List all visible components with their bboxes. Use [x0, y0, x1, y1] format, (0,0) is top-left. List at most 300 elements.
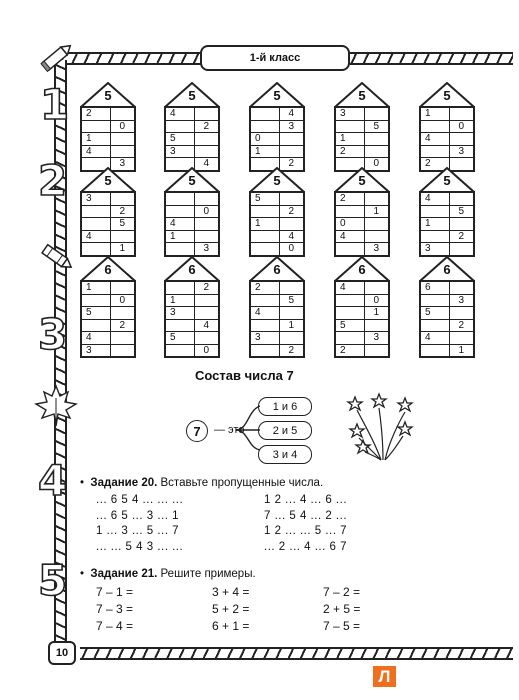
house-cell-right[interactable] [449, 332, 474, 344]
house-cell-left[interactable]: 3 [86, 344, 92, 356]
house-cell-left[interactable] [421, 121, 449, 133]
house-roof-number: 5 [358, 173, 366, 188]
house-row [82, 282, 134, 294]
house-cell-left[interactable] [421, 146, 449, 158]
house-cell-right[interactable] [279, 307, 304, 319]
task21-heading [80, 568, 256, 580]
house-row [251, 344, 303, 357]
house-cell-left[interactable] [421, 295, 449, 307]
house-row [82, 319, 134, 332]
house-rows [334, 191, 390, 257]
house-cell-left[interactable] [251, 206, 279, 218]
house-cell-right[interactable]: 2 [110, 320, 135, 332]
house-cell-left[interactable]: 5 [425, 307, 431, 318]
house-cell-right[interactable]: 0 [449, 121, 474, 133]
house-cell-left[interactable]: 3 [170, 307, 176, 318]
house-cell-right[interactable]: 4 [279, 231, 304, 243]
house-cell-right[interactable] [194, 218, 219, 230]
house-rows [164, 280, 220, 358]
house-row [82, 120, 134, 133]
house-cell-right[interactable] [364, 218, 389, 230]
house-cell-left[interactable] [82, 243, 110, 255]
pair-2: 2 и 5 [258, 421, 312, 440]
house-cell-left[interactable]: 4 [425, 193, 431, 204]
house-cell-right[interactable] [364, 193, 389, 205]
maple-leaf-icon [34, 384, 78, 428]
house-cell-right[interactable] [194, 193, 219, 205]
house-cell-left[interactable] [166, 206, 194, 218]
house-row [421, 205, 473, 218]
task21-expr: 7 – 3 = [96, 602, 134, 616]
number-house [334, 256, 390, 356]
house-cell-left[interactable]: 1 [255, 145, 261, 157]
house-row [336, 193, 388, 205]
number-circle: 7 [186, 420, 208, 442]
house-cell-right[interactable]: 4 [194, 320, 219, 332]
house-rows [249, 106, 305, 172]
house-row [421, 319, 473, 332]
house-cell-left[interactable] [82, 320, 110, 332]
house-cell-right[interactable] [279, 282, 304, 294]
task21-expr: 5 + 2 = [212, 602, 250, 616]
house-cell-right[interactable]: 0 [110, 121, 135, 133]
house-cell-left[interactable] [336, 332, 364, 344]
house-row [166, 108, 218, 120]
house-row [82, 193, 134, 205]
task21-expr: 6 + 1 = [212, 619, 250, 633]
margin-digit-2: 2 [38, 156, 68, 205]
house-row [82, 205, 134, 218]
house-cell-right[interactable]: 3 [364, 332, 389, 344]
house-cell-right[interactable]: 0 [194, 345, 219, 357]
house-roof-number: 6 [273, 262, 281, 277]
house-cell-right[interactable] [110, 332, 135, 344]
house-rows [80, 106, 136, 172]
house-row [421, 145, 473, 158]
house-cell-left[interactable]: 1 [255, 218, 261, 229]
house-cell-left[interactable]: 4 [86, 145, 92, 157]
house-roof-number: 5 [188, 88, 196, 103]
house-row [336, 145, 388, 158]
house-cell-right[interactable]: 4 [194, 158, 219, 170]
house-cell-right[interactable] [110, 133, 135, 145]
house-cell-left[interactable]: 2 [340, 193, 346, 204]
house-rows [334, 280, 390, 358]
house-cell-right[interactable] [194, 332, 219, 344]
house-cell-right[interactable] [364, 146, 389, 158]
task21-expr: 2 + 5 = [323, 602, 361, 616]
task20-label: Задание 20. [90, 477, 158, 489]
house-row [251, 217, 303, 230]
house-roof-number: 6 [188, 262, 196, 277]
house-cell-right[interactable] [279, 146, 304, 158]
house-cell-right[interactable] [194, 231, 219, 243]
house-cell-left[interactable]: 4 [425, 133, 431, 144]
house-row [336, 294, 388, 307]
house-cell-right[interactable] [449, 108, 474, 120]
house-cell-right[interactable]: 3 [194, 243, 219, 255]
house-cell-left[interactable] [166, 193, 194, 205]
house-cell-left[interactable]: 1 [86, 133, 92, 144]
house-cell-left[interactable]: 3 [86, 193, 92, 204]
house-cell-left[interactable] [166, 345, 194, 357]
house-cell-left[interactable]: 1 [170, 294, 176, 306]
house-cell-left[interactable] [251, 108, 279, 120]
house-cell-right[interactable] [449, 193, 474, 205]
page-number: 10 [48, 641, 76, 665]
house-cell-right[interactable] [110, 231, 135, 243]
house-cell-right[interactable]: 2 [194, 282, 219, 294]
house-cell-left[interactable]: 3 [425, 243, 431, 254]
house-cell-left[interactable] [336, 243, 364, 255]
house-cell-right[interactable] [194, 146, 219, 158]
house-cell-left[interactable] [251, 345, 279, 357]
house-row [336, 230, 388, 243]
bullet: • [80, 477, 91, 489]
number-house [419, 82, 475, 168]
house-cell-right[interactable] [279, 133, 304, 145]
house-cell-right[interactable]: 0 [110, 295, 135, 307]
house-cell-left[interactable] [166, 320, 194, 332]
house-row [336, 205, 388, 218]
house-cell-left[interactable]: 4 [170, 108, 176, 119]
house-cell-right[interactable] [194, 295, 219, 307]
number-house [334, 167, 390, 253]
house-cell-right[interactable]: 2 [279, 206, 304, 218]
house-cell-left[interactable] [251, 243, 279, 255]
house-row [336, 282, 388, 294]
house-cell-right[interactable]: 5 [449, 206, 474, 218]
number-house [419, 167, 475, 253]
house-cell-left[interactable]: 3 [340, 108, 346, 119]
house-cell-left[interactable]: 1 [170, 230, 176, 242]
house-cell-right[interactable] [194, 307, 219, 319]
house-row [251, 294, 303, 307]
house-rows [334, 106, 390, 172]
house-row [421, 344, 473, 357]
house-cell-left[interactable]: 4 [86, 230, 92, 242]
house-row [166, 145, 218, 158]
house-row [251, 108, 303, 120]
fireworks-stars-icon [345, 392, 425, 462]
number-house [80, 256, 136, 356]
house-row [251, 205, 303, 218]
house-cell-right[interactable]: 0 [364, 158, 389, 170]
house-cell-left[interactable] [166, 282, 194, 294]
house-rows [419, 106, 475, 172]
house-row [421, 217, 473, 230]
house-row [251, 319, 303, 332]
house-cell-left[interactable] [166, 243, 194, 255]
house-cell-right[interactable] [364, 231, 389, 243]
house-row [336, 242, 388, 255]
margin-digit-3: 3 [38, 310, 68, 359]
house-row [336, 108, 388, 120]
house-row [251, 120, 303, 133]
house-cell-right[interactable] [279, 218, 304, 230]
house-row [166, 120, 218, 133]
house-cell-left[interactable]: 5 [340, 319, 346, 331]
house-cell-right[interactable]: 3 [279, 121, 304, 133]
house-row [166, 242, 218, 255]
house-cell-left[interactable] [251, 295, 279, 307]
task21-expr: 3 + 4 = [212, 585, 250, 599]
house-cell-left[interactable]: 2 [86, 108, 92, 119]
house-roof-number: 6 [104, 262, 112, 277]
house-roof-number: 5 [104, 173, 112, 188]
house-cell-left[interactable] [336, 121, 364, 133]
house-cell-right[interactable] [110, 146, 135, 158]
house-cell-left[interactable] [82, 218, 110, 230]
house-cell-left[interactable]: 2 [340, 344, 346, 356]
house-row [166, 132, 218, 145]
margin-digit-4: 4 [38, 456, 68, 505]
house-row [336, 120, 388, 133]
house-row [82, 294, 134, 307]
house-cell-left[interactable]: 1 [340, 133, 346, 144]
task21-expr: 7 – 2 = [323, 585, 361, 599]
house-cell-right[interactable] [364, 320, 389, 332]
house-row [166, 331, 218, 344]
house-row [421, 108, 473, 120]
grade-title: 1-й класс [200, 45, 350, 71]
house-row [421, 193, 473, 205]
house-cell-left[interactable]: 1 [425, 218, 431, 229]
number-house [249, 256, 305, 356]
house-cell-right[interactable] [279, 332, 304, 344]
house-row [336, 344, 388, 357]
house-cell-left[interactable] [82, 121, 110, 133]
house-cell-right[interactable] [279, 193, 304, 205]
house-cell-left[interactable]: 2 [340, 145, 346, 157]
number-house [164, 82, 220, 168]
house-cell-right[interactable] [364, 282, 389, 294]
house-cell-left[interactable] [421, 231, 449, 243]
house-rows [80, 280, 136, 358]
margin-digit-1: 1 [40, 80, 70, 129]
house-cell-right[interactable] [449, 218, 474, 230]
house-row [251, 145, 303, 158]
house-row [82, 230, 134, 243]
task20-right-4: ... 2 ... 4 ... 6 7 [264, 541, 348, 553]
number-house [249, 82, 305, 168]
house-cell-right[interactable]: 5 [110, 218, 135, 230]
task20-left-4: ... ... 5 4 3 ... ... [96, 541, 184, 553]
house-cell-right[interactable]: 5 [364, 121, 389, 133]
house-cell-left[interactable]: 0 [340, 218, 346, 229]
house-rows [419, 191, 475, 257]
house-cell-right[interactable]: 0 [194, 206, 219, 218]
house-cell-right[interactable]: 2 [279, 345, 304, 357]
house-row [82, 132, 134, 145]
house-cell-right[interactable]: 2 [449, 320, 474, 332]
house-row [251, 242, 303, 255]
house-row [421, 132, 473, 145]
house-cell-right[interactable] [364, 108, 389, 120]
house-cell-left[interactable] [251, 320, 279, 332]
house-cell-left[interactable]: 4 [255, 307, 261, 318]
house-rows [249, 191, 305, 257]
house-row [336, 217, 388, 230]
bullet: • [80, 568, 91, 580]
house-row [166, 294, 218, 307]
composition-title: Состав числа 7 [195, 368, 294, 383]
house-cell-right[interactable] [364, 133, 389, 145]
house-cell-right[interactable] [194, 133, 219, 145]
house-cell-right[interactable]: 3 [449, 146, 474, 158]
house-row [336, 331, 388, 344]
house-row [251, 331, 303, 344]
house-roof-number: 5 [273, 173, 281, 188]
house-cell-right[interactable]: 2 [194, 121, 219, 133]
house-row [251, 193, 303, 205]
house-cell-left[interactable]: 3 [255, 332, 261, 343]
house-cell-right[interactable]: 3 [110, 158, 135, 170]
house-row [82, 242, 134, 255]
pair-1: 1 и 6 [258, 397, 312, 416]
house-cell-right[interactable] [194, 108, 219, 120]
house-cell-right[interactable]: 2 [110, 206, 135, 218]
task20-left-1: ... 6 5 4 ... ... ... [96, 494, 184, 506]
house-roof-number: 5 [443, 173, 451, 188]
task21-label: Задание 21. [90, 568, 158, 580]
crayon-icon [38, 238, 78, 278]
task20-heading [80, 477, 323, 489]
task20-right-1: 1 2 ... 4 ... 6 ... [264, 494, 348, 506]
house-cell-right[interactable] [364, 345, 389, 357]
house-cell-left[interactable]: 4 [425, 332, 431, 343]
number-house [419, 256, 475, 356]
house-rows [164, 191, 220, 257]
pair-3: 3 и 4 [258, 445, 312, 464]
house-rows [164, 106, 220, 172]
house-rows [80, 191, 136, 257]
task20-left-2: ... 6 5 ... 3 ... 1 [96, 510, 180, 522]
house-cell-right[interactable]: 5 [279, 295, 304, 307]
house-row [421, 242, 473, 255]
house-cell-left[interactable] [251, 231, 279, 243]
house-cell-left[interactable]: 1 [425, 108, 431, 119]
house-row [251, 306, 303, 319]
house-cell-left[interactable]: 6 [425, 282, 431, 293]
house-cell-right[interactable] [449, 133, 474, 145]
house-cell-left[interactable] [336, 206, 364, 218]
house-cell-left[interactable] [82, 206, 110, 218]
house-cell-left[interactable]: 4 [170, 218, 176, 229]
house-cell-left[interactable] [251, 121, 279, 133]
house-roof-number: 5 [358, 88, 366, 103]
house-row [166, 217, 218, 230]
house-row [421, 306, 473, 319]
house-cell-left[interactable]: 3 [170, 145, 176, 157]
house-cell-left[interactable] [421, 206, 449, 218]
bottom-rail [80, 647, 513, 660]
house-cell-left[interactable]: 5 [255, 193, 261, 204]
house-cell-right[interactable] [110, 345, 135, 357]
house-cell-right[interactable]: 1 [110, 243, 135, 255]
house-row [82, 108, 134, 120]
house-row [82, 145, 134, 158]
house-row [336, 306, 388, 319]
house-row [166, 319, 218, 332]
house-cell-right[interactable] [449, 243, 474, 255]
house-cell-right[interactable]: 1 [364, 307, 389, 319]
margin-digit-5: 5 [38, 556, 68, 605]
house-row [166, 193, 218, 205]
house-cell-right[interactable] [110, 307, 135, 319]
house-cell-right[interactable] [110, 282, 135, 294]
house-cell-right[interactable]: 0 [279, 243, 304, 255]
house-cell-right[interactable]: 3 [364, 243, 389, 255]
task20-right-2: 7 ... 5 4 ... 2 ... [264, 510, 348, 522]
house-row [82, 217, 134, 230]
number-house [164, 256, 220, 356]
house-row [251, 230, 303, 243]
house-row [336, 132, 388, 145]
number-house [80, 82, 136, 168]
house-cell-right[interactable] [110, 193, 135, 205]
house-cell-left[interactable]: 2 [425, 158, 431, 169]
house-cell-left[interactable]: 0 [255, 133, 261, 144]
house-cell-right[interactable]: 1 [279, 320, 304, 332]
house-cell-left[interactable]: 4 [340, 230, 346, 242]
task20-left-3: 1 ... 3 ... 5 ... 7 [96, 525, 180, 537]
house-cell-left[interactable]: 1 [86, 282, 92, 293]
house-cell-left[interactable] [336, 295, 364, 307]
house-cell-left[interactable]: 4 [86, 332, 92, 343]
house-roof-number: 5 [104, 88, 112, 103]
house-cell-left[interactable]: 2 [255, 282, 261, 293]
house-cell-left[interactable] [166, 121, 194, 133]
house-rows [249, 280, 305, 358]
house-cell-right[interactable]: 0 [364, 295, 389, 307]
house-cell-right[interactable] [449, 307, 474, 319]
task20-text: Вставьте пропущенные числа. [160, 477, 324, 489]
house-row [251, 132, 303, 145]
house-row [421, 282, 473, 294]
house-roof-number: 6 [358, 262, 366, 277]
house-cell-right[interactable]: 3 [449, 295, 474, 307]
house-cell-left[interactable]: 5 [86, 307, 92, 318]
house-row [421, 331, 473, 344]
house-row [421, 294, 473, 307]
house-cell-right[interactable]: 1 [364, 206, 389, 218]
house-cell-right[interactable]: 1 [449, 345, 474, 357]
house-cell-right[interactable]: 2 [449, 231, 474, 243]
house-row [251, 282, 303, 294]
house-cell-right[interactable]: 4 [279, 108, 304, 120]
house-cell-left[interactable]: 4 [340, 282, 346, 293]
house-cell-left[interactable] [421, 345, 449, 357]
house-cell-left[interactable]: 5 [170, 133, 176, 144]
house-cell-left[interactable] [336, 307, 364, 319]
house-cell-right[interactable] [110, 108, 135, 120]
number-house [249, 167, 305, 253]
pencil-icon [38, 36, 78, 76]
house-cell-right[interactable]: 2 [279, 158, 304, 170]
house-row [421, 230, 473, 243]
task21-expr: 7 – 1 = [96, 585, 134, 599]
house-rows [419, 280, 475, 358]
house-row [336, 319, 388, 332]
house-cell-left[interactable]: 5 [170, 332, 176, 343]
house-cell-left[interactable] [82, 295, 110, 307]
house-cell-right[interactable] [449, 282, 474, 294]
house-roof-number: 6 [443, 262, 451, 277]
task21-text: Решите примеры. [160, 568, 256, 580]
house-cell-left[interactable] [421, 320, 449, 332]
house-row [82, 331, 134, 344]
